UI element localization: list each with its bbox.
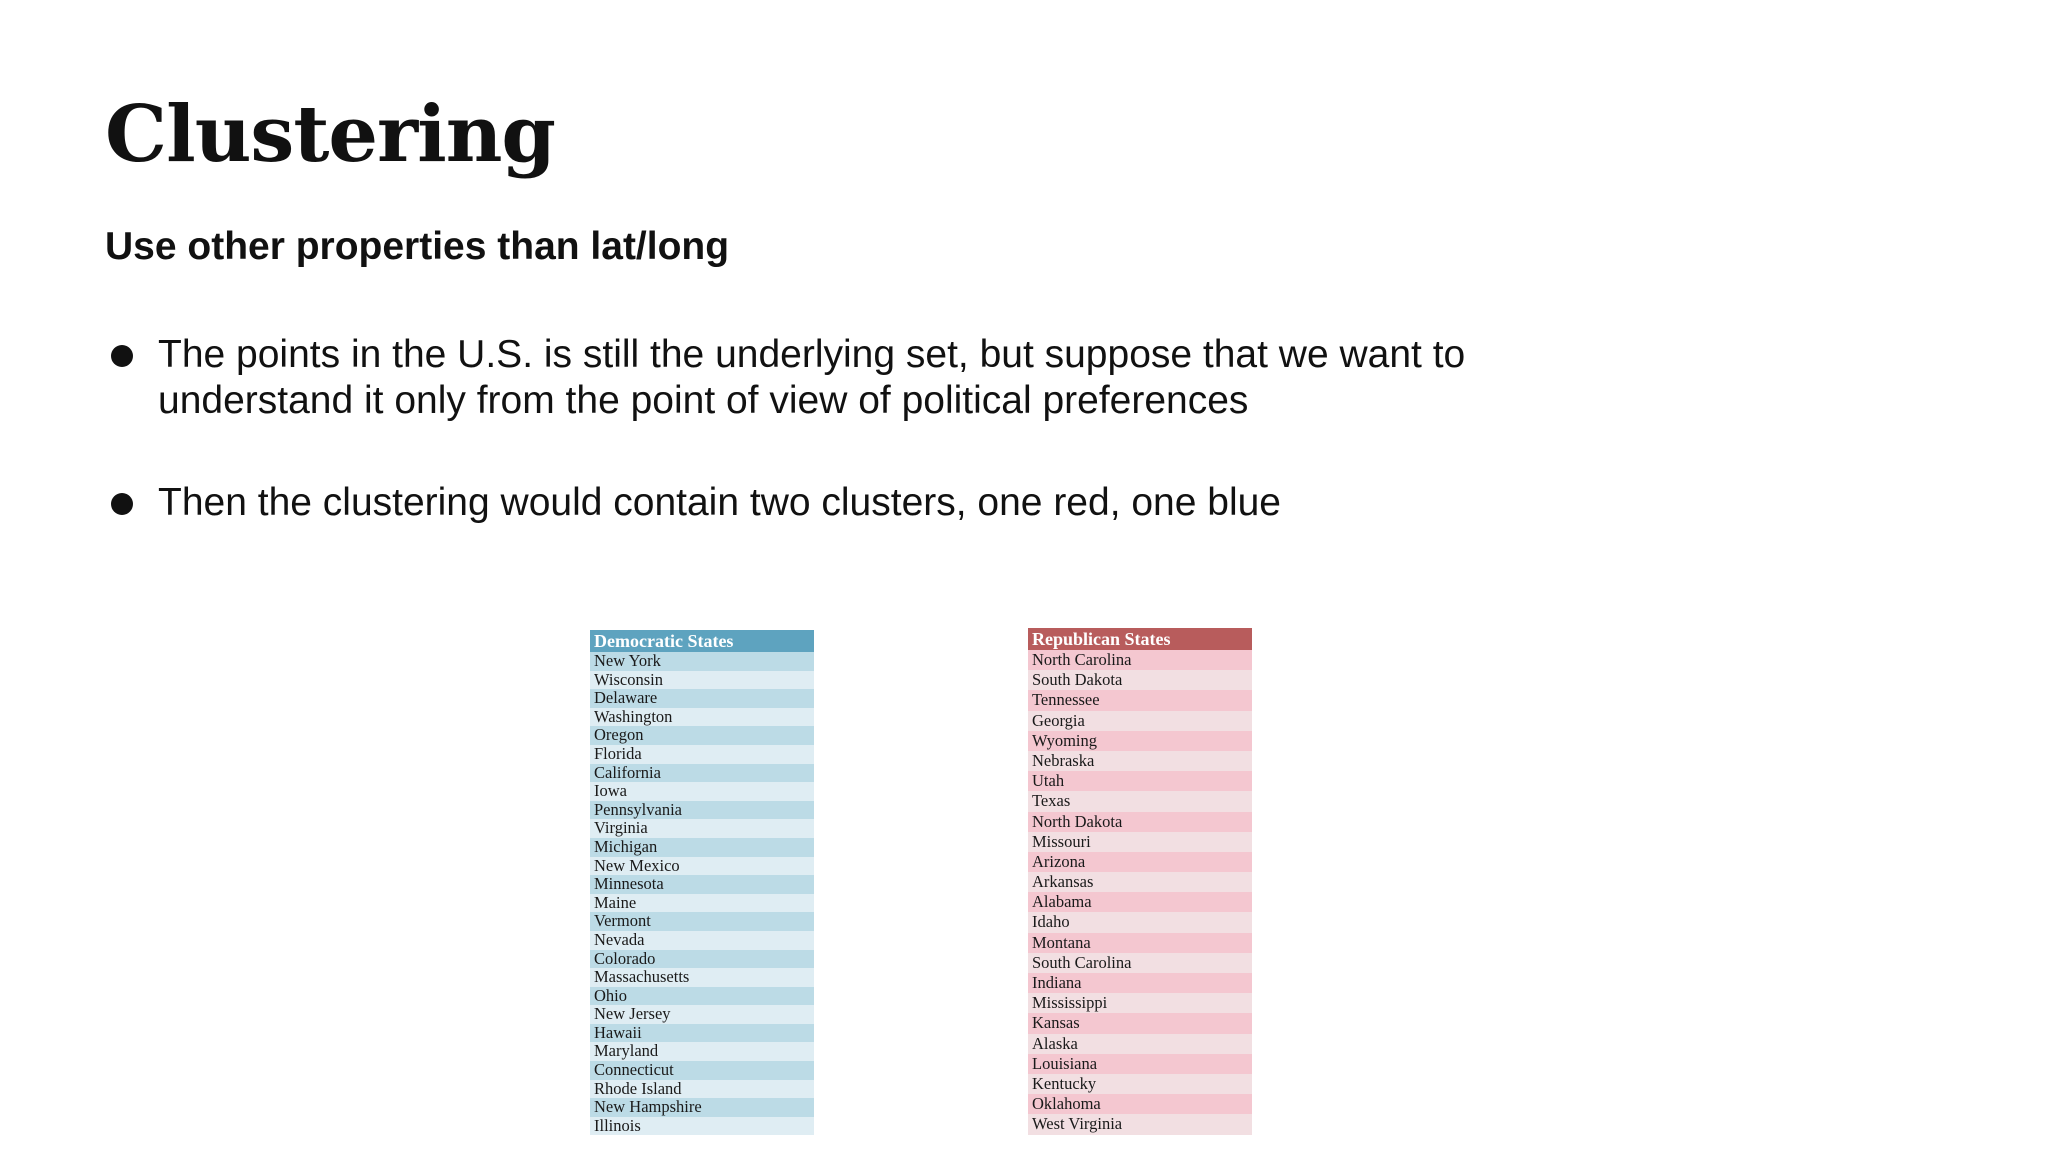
table-row: Kentucky (1028, 1074, 1258, 1094)
table-row: South Dakota (1028, 670, 1258, 690)
democratic-table-body (590, 652, 820, 1135)
table-row: Arkansas (1028, 872, 1258, 892)
table-row: Montana (1028, 933, 1258, 953)
table-row: South Carolina (1028, 953, 1258, 973)
table-row: Ohio (590, 987, 820, 1006)
table-row: Idaho (1028, 912, 1258, 932)
table-row: Wyoming (1028, 731, 1258, 751)
democratic-table-header: Democratic States (590, 630, 820, 652)
table-row: Alaska (1028, 1034, 1258, 1054)
table-row: Mississippi (1028, 993, 1258, 1013)
table-row: Tennessee (1028, 690, 1258, 710)
table-row: Colorado (590, 950, 820, 969)
republican-table-header: Republican States (1028, 628, 1258, 650)
table-row: North Carolina (1028, 650, 1258, 670)
table-row: Wisconsin (590, 671, 820, 690)
table-row: Texas (1028, 791, 1258, 811)
bullet-item (105, 332, 1605, 424)
table-row: Missouri (1028, 832, 1258, 852)
table-row: Louisiana (1028, 1054, 1258, 1074)
republican-table-body (1028, 650, 1258, 1135)
table-row: Minnesota (590, 875, 820, 894)
table-row: Georgia (1028, 711, 1258, 731)
table-row: Oklahoma (1028, 1094, 1258, 1114)
table-row: Illinois (590, 1117, 820, 1136)
table-row: Michigan (590, 838, 820, 857)
table-row: New Mexico (590, 857, 820, 876)
table-row: Connecticut (590, 1061, 820, 1080)
table-row: Nebraska (1028, 751, 1258, 771)
table-row: Vermont (590, 912, 820, 931)
table-row: Arizona (1028, 852, 1258, 872)
table-row: Delaware (590, 689, 820, 708)
table-row: Virginia (590, 819, 820, 838)
table-row: Hawaii (590, 1024, 820, 1043)
republican-states-table (1028, 628, 1258, 1135)
table-row: Indiana (1028, 973, 1258, 993)
table-row: New York (590, 652, 820, 671)
table-row: Washington (590, 708, 820, 727)
bullet-text: Then the clustering would contain two clusters, one red, one blue (158, 481, 1282, 524)
table-row: Pennsylvania (590, 801, 820, 820)
table-row: Maryland (590, 1042, 820, 1061)
table-row: Massachusetts (590, 968, 820, 987)
table-row: Rhode Island (590, 1080, 820, 1099)
slide-subtitle: Use other properties than lat/long (105, 225, 730, 268)
table-row: Alabama (1028, 892, 1258, 912)
bullet-item (105, 480, 1605, 526)
bullet-list (105, 332, 1605, 582)
table-row: Iowa (590, 782, 820, 801)
table-row: West Virginia (1028, 1114, 1258, 1134)
democratic-states-table (590, 630, 820, 1135)
bullet-dot-icon (111, 345, 133, 367)
table-row: Oregon (590, 726, 820, 745)
table-row: California (590, 764, 820, 783)
slide-title: Clustering (105, 89, 555, 180)
table-row: Florida (590, 745, 820, 764)
table-row: Maine (590, 894, 820, 913)
table-row: New Jersey (590, 1005, 820, 1024)
table-row: North Dakota (1028, 812, 1258, 832)
table-row: Nevada (590, 931, 820, 950)
bullet-text: The points in the U.S. is still the underlying set, but suppose that we want to understand it only from the point of view of political preferences (158, 333, 1466, 422)
bullet-dot-icon (111, 493, 133, 515)
table-row: Kansas (1028, 1013, 1258, 1033)
table-row: Utah (1028, 771, 1258, 791)
table-row: New Hampshire (590, 1098, 820, 1117)
